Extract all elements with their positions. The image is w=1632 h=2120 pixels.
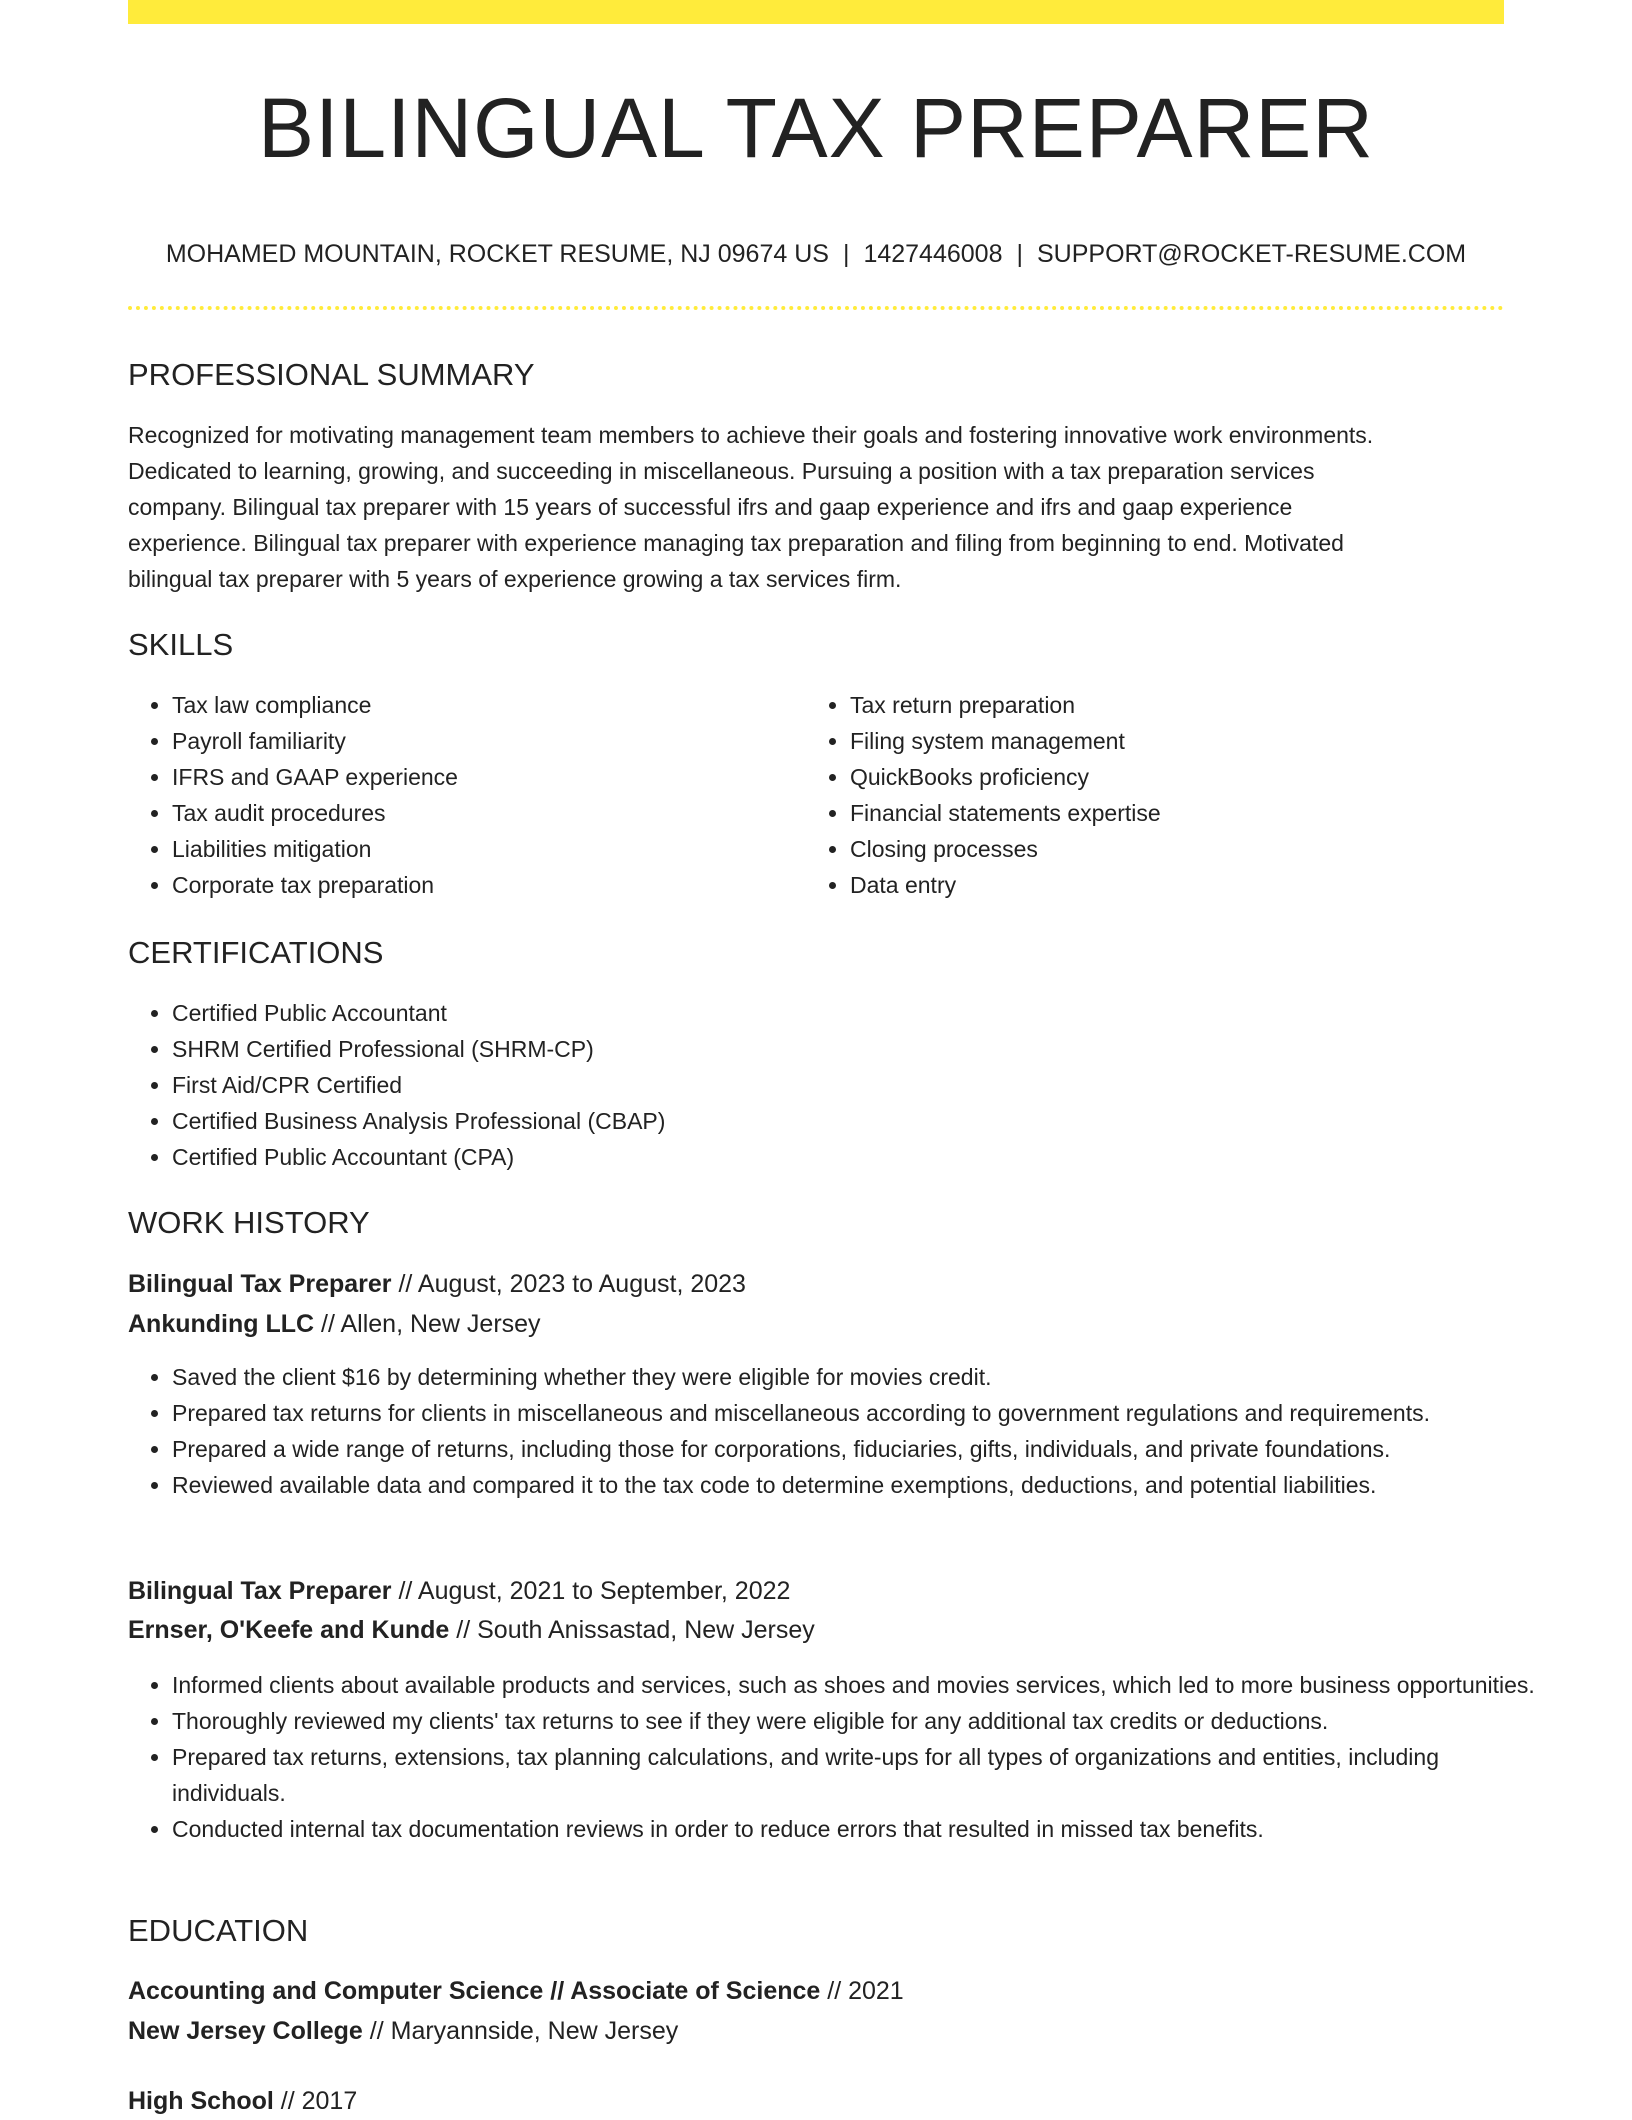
list-item: • IFRS and GAAP experience xyxy=(172,759,812,795)
list-item: • Closing processes xyxy=(850,831,1490,867)
list-item: • Informed clients about available products and services, such as shoes and movies services, which led to more business opportunities. xyxy=(172,1667,1548,1703)
certifications-heading: CERTIFICATIONS xyxy=(128,935,384,970)
summary-line: company. Bilingual tax preparer with 15 years of successful ifrs and gaap experience and ifrs and gaap experience xyxy=(128,494,1293,520)
job-location: // Allen, New Jersey xyxy=(314,1310,541,1338)
list-item: • Tax audit procedures xyxy=(172,795,812,831)
list-item: • Certified Public Accountant xyxy=(172,995,1472,1031)
list-item: • Reviewed available data and compared it to the tax code to determine exemptions, deductions, and potential liabilities. xyxy=(172,1467,1548,1503)
education-degree: High School xyxy=(128,2087,274,2115)
contact-email: SUPPORT@ROCKET-RESUME.COM xyxy=(1036,240,1467,268)
job-bullets xyxy=(128,1667,1548,1847)
education-year: // 2021 xyxy=(820,1977,904,2005)
summary-heading: PROFESSIONAL SUMMARY xyxy=(128,357,535,392)
education-degree-line xyxy=(128,1972,904,2010)
page-title: BILINGUAL TAX PREPARER xyxy=(258,81,1374,175)
job-location: // South Anissastad, New Jersey xyxy=(449,1616,815,1644)
education-year: // 2017 xyxy=(273,2087,358,2115)
summary-line: bilingual tax preparer with 5 years of experience growing a tax services firm. xyxy=(128,566,902,592)
dotted-divider xyxy=(128,306,1504,310)
education-heading: EDUCATION xyxy=(128,1913,309,1948)
job-title-line xyxy=(128,1572,790,1610)
list-item: • SHRM Certified Professional (SHRM-CP) xyxy=(172,1031,1472,1067)
job-company-line xyxy=(128,1611,815,1649)
summary-text xyxy=(128,417,1504,597)
education-degree-line xyxy=(128,2082,357,2120)
list-item: • Liabilities mitigation xyxy=(172,831,812,867)
list-item: • Prepared a wide range of returns, including those for corporations, fiduciaries, gifts, individuals, and private foundations. xyxy=(172,1431,1548,1467)
list-item: • Saved the client $16 by determining whether they were eligible for movies credit. xyxy=(172,1359,1548,1395)
skills-heading: SKILLS xyxy=(128,627,234,662)
list-item: • Prepared tax returns, extensions, tax planning calculations, and write-ups for all types of organizations and entities, including individuals. xyxy=(172,1739,1548,1811)
job-dates: // August, 2023 to August, 2023 xyxy=(391,1270,746,1298)
contact-separator: | xyxy=(842,240,850,268)
summary-line: experience. Bilingual tax preparer with experience managing tax preparation and filing from beginning to end. Motivated xyxy=(128,530,1344,556)
list-item: • Certified Business Analysis Professional (CBAP) xyxy=(172,1103,1472,1139)
contact-line xyxy=(128,236,1504,272)
education-location: // Maryannside, New Jersey xyxy=(362,2017,679,2045)
contact-phone: 1427446008 xyxy=(863,240,1003,268)
summary-line: Recognized for motivating management team members to achieve their goals and fostering innovative work environments. xyxy=(128,422,1374,448)
list-item: • Corporate tax preparation xyxy=(172,867,812,903)
list-item: • Tax law compliance xyxy=(172,687,812,723)
job-company: Ernser, O'Keefe and Kunde xyxy=(128,1616,450,1644)
contact-separator: | xyxy=(1016,240,1023,268)
summary-line: Dedicated to learning, growing, and succeeding in miscellaneous. Pursuing a position with a tax preparation services xyxy=(128,458,1315,484)
list-item: • QuickBooks proficiency xyxy=(850,759,1490,795)
list-item: • Tax return preparation xyxy=(850,687,1490,723)
accent-bar xyxy=(128,0,1504,24)
education-degree: Accounting and Computer Science // Associate of Science xyxy=(128,1977,821,2005)
list-item: • Thoroughly reviewed my clients' tax returns to see if they were eligible for any additional tax credits or deductions. xyxy=(172,1703,1548,1739)
contact-address: MOHAMED MOUNTAIN, ROCKET RESUME, NJ 09674 US xyxy=(165,240,829,268)
skills-list-right xyxy=(806,687,1490,903)
job-company: Ankunding LLC xyxy=(128,1310,315,1338)
education-school: New Jersey College xyxy=(128,2017,363,2045)
education-school-line xyxy=(128,2012,678,2050)
job-dates: // August, 2021 to September, 2022 xyxy=(391,1577,791,1605)
list-item: • Prepared tax returns for clients in miscellaneous and miscellaneous according to government regulations and requirements. xyxy=(172,1395,1548,1431)
job-title: Bilingual Tax Preparer xyxy=(128,1577,392,1605)
list-item: • Payroll familiarity xyxy=(172,723,812,759)
list-item: • Filing system management xyxy=(850,723,1490,759)
job-title-line xyxy=(128,1265,746,1303)
work-heading: WORK HISTORY xyxy=(128,1205,370,1240)
job-bullets xyxy=(128,1359,1548,1503)
list-item: • Conducted internal tax documentation reviews in order to reduce errors that resulted in missed tax benefits. xyxy=(172,1811,1548,1847)
job-title: Bilingual Tax Preparer xyxy=(128,1270,392,1298)
job-company-line xyxy=(128,1305,541,1343)
skills-list-left xyxy=(128,687,812,903)
certifications-list xyxy=(128,995,1472,1175)
list-item: • First Aid/CPR Certified xyxy=(172,1067,1472,1103)
list-item: • Data entry xyxy=(850,867,1490,903)
list-item: • Certified Public Accountant (CPA) xyxy=(172,1139,1472,1175)
list-item: • Financial statements expertise xyxy=(850,795,1490,831)
